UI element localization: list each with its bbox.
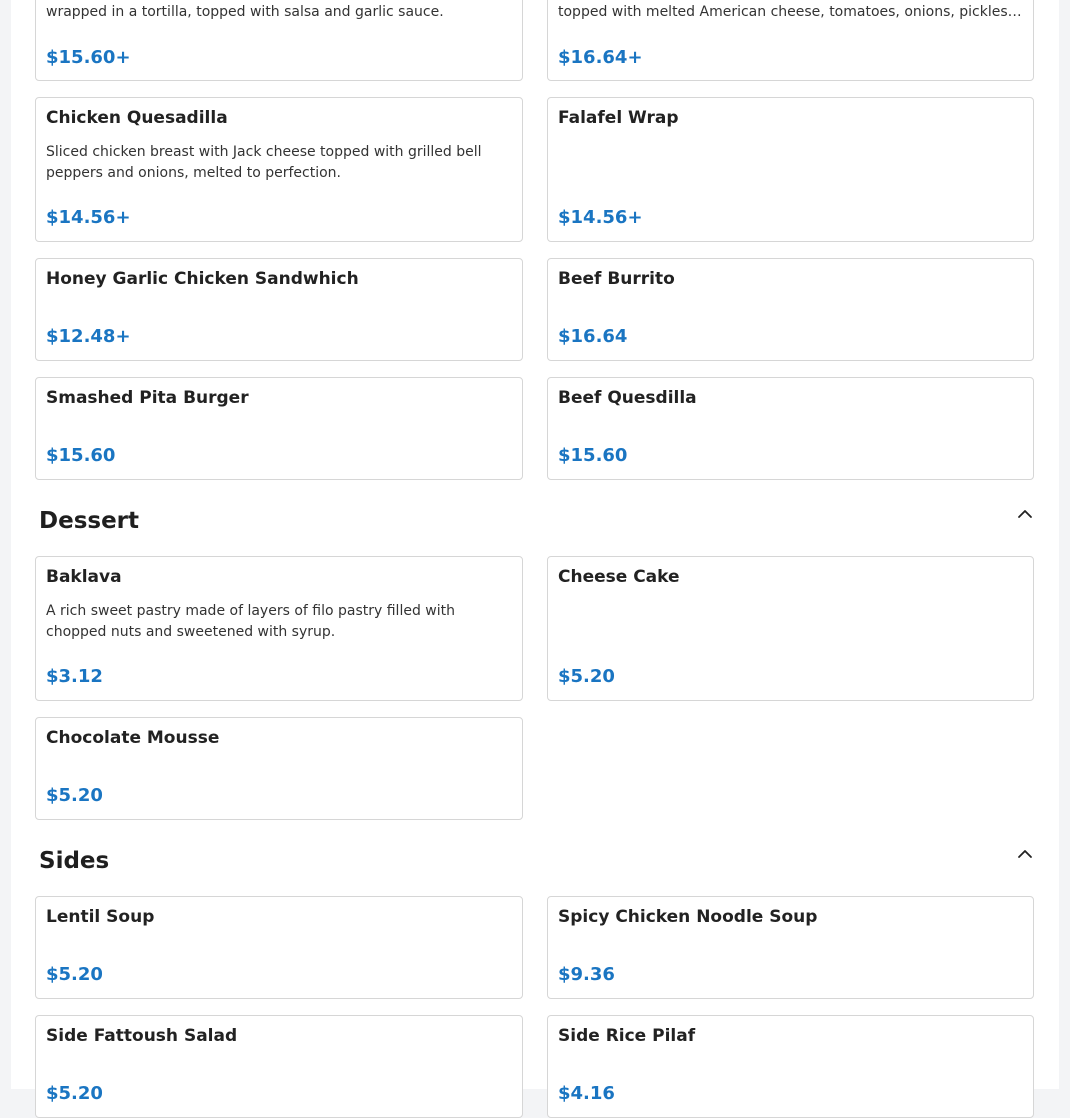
item-price: $12.48+ — [46, 326, 131, 347]
chevron-up-icon[interactable] — [1015, 504, 1035, 524]
menu-item-card[interactable] — [35, 717, 523, 820]
item-description: Sliced chicken breast with Jack cheese topped with grilled bell peppers and onions, melted to perfection. — [46, 144, 482, 181]
item-price: $5.20 — [46, 964, 103, 985]
item-description: wrapped in a tortilla, topped with salsa and garlic sauce. — [46, 4, 444, 20]
menu-item-card[interactable] — [547, 377, 1034, 480]
item-name: Chocolate Mousse — [46, 728, 220, 748]
menu-item-card[interactable] — [35, 556, 523, 701]
item-price: $16.64+ — [558, 47, 643, 68]
item-price: $16.64 — [558, 326, 628, 347]
chevron-up-icon[interactable] — [1015, 844, 1035, 864]
item-name: Falafel Wrap — [558, 108, 679, 128]
item-price: $15.60 — [46, 445, 116, 466]
menu-item-card[interactable] — [35, 258, 523, 361]
item-price: $14.56+ — [558, 207, 643, 228]
menu-page — [11, 0, 1059, 1104]
item-name: Cheese Cake — [558, 567, 680, 587]
item-name: Beef Burrito — [558, 269, 675, 289]
item-description: topped with melted American cheese, tomatoes, onions, pickles… — [558, 4, 1022, 20]
menu-item-card[interactable] — [35, 97, 523, 242]
item-name: Smashed Pita Burger — [46, 388, 249, 408]
section-title-dessert: Dessert — [39, 508, 140, 534]
menu-item-card[interactable] — [547, 896, 1034, 999]
section-title-sides: Sides — [39, 848, 110, 874]
menu-item-card[interactable] — [547, 1015, 1034, 1118]
item-name: Honey Garlic Chicken Sandwhich — [46, 269, 359, 289]
item-price: $14.56+ — [46, 207, 131, 228]
menu-item-card[interactable] — [35, 896, 523, 999]
menu-item-card[interactable] — [547, 0, 1034, 81]
item-price: $5.20 — [46, 1083, 103, 1104]
item-name: Side Rice Pilaf — [558, 1026, 696, 1046]
menu-item-card[interactable] — [547, 97, 1034, 242]
menu-item-card[interactable] — [547, 258, 1034, 361]
item-price: $15.60 — [558, 445, 628, 466]
item-price: $4.16 — [558, 1083, 615, 1104]
item-price: $3.12 — [46, 666, 103, 687]
item-name: Beef Quesdilla — [558, 388, 697, 408]
item-price: $15.60+ — [46, 47, 131, 68]
item-price: $5.20 — [558, 666, 615, 687]
item-description: A rich sweet pastry made of layers of filo pastry filled with chopped nuts and sweetened with syrup. — [46, 603, 455, 640]
menu-item-card[interactable] — [547, 556, 1034, 701]
item-name: Side Fattoush Salad — [46, 1026, 238, 1046]
item-name: Baklava — [46, 567, 122, 587]
menu-item-card[interactable] — [35, 0, 523, 81]
item-price: $9.36 — [558, 964, 615, 985]
item-price: $5.20 — [46, 785, 103, 806]
item-name: Chicken Quesadilla — [46, 108, 228, 128]
item-name: Lentil Soup — [46, 907, 155, 927]
item-name: Spicy Chicken Noodle Soup — [558, 907, 818, 927]
menu-item-card[interactable] — [35, 1015, 523, 1118]
menu-item-card[interactable] — [35, 377, 523, 480]
